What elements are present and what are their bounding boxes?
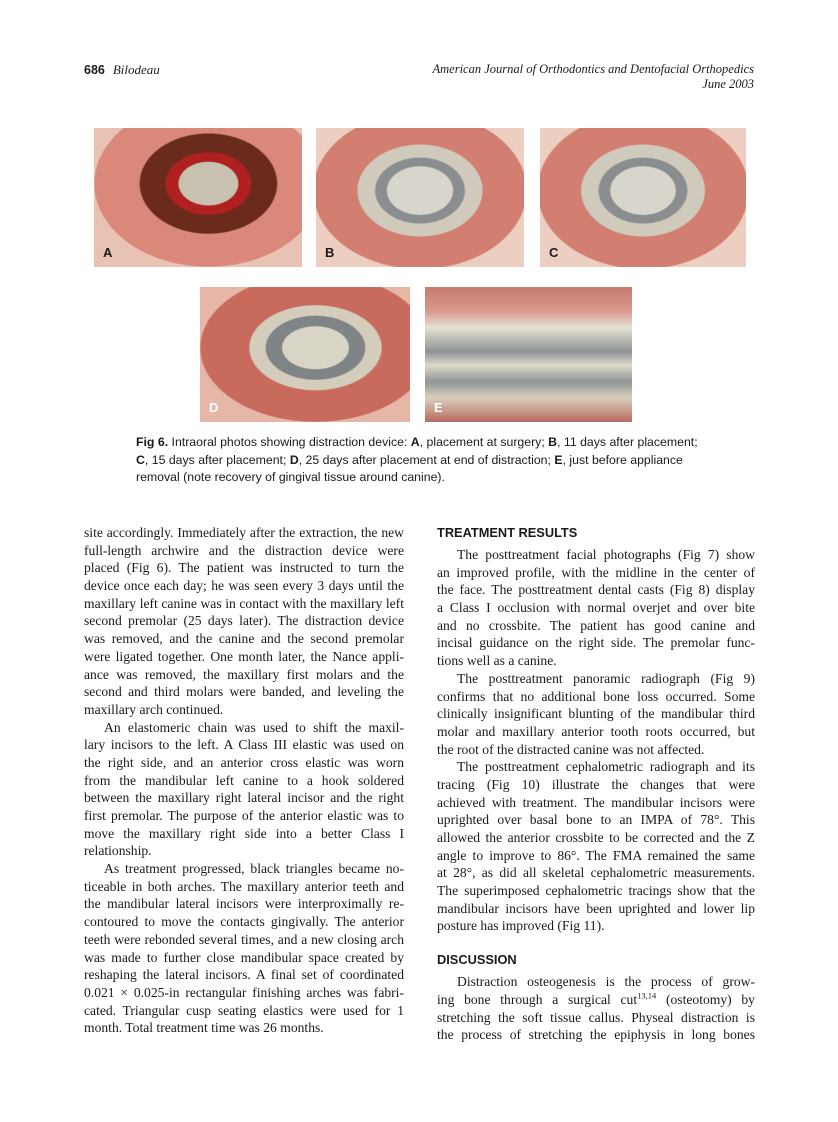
figure-caption [136, 434, 708, 487]
text-line: molar and maxillary anterior tooth roots occurred, but [437, 723, 755, 739]
text-line: ance was removed, the maxillary first molars and the [84, 666, 404, 682]
author: Bilodeau [112, 62, 160, 77]
text-line: an improved profile, with the midline in the center of [437, 564, 755, 580]
photo-panel-d [200, 287, 410, 422]
text-line: The posttreatment cephalometric radiograph and its [457, 759, 755, 775]
text-line: maxillary arch continued. [84, 701, 224, 717]
text-line: allowed the anterior crossbite to be corrected and the Z [437, 830, 755, 845]
text-line: from the mandibular left canine to a hook soldered [84, 772, 404, 788]
text-line: The posttreatment facial photographs (Fig 7) show [457, 547, 755, 562]
text-line: the process of stretching the epiphysis in long bones [437, 1027, 755, 1043]
text-line: tracing (Fig 10) illustrate the changes that were [437, 776, 755, 792]
issue-date: June 2003 [702, 77, 754, 91]
paragraph [437, 758, 755, 935]
page-number: 686 [84, 63, 105, 77]
text-line: second and third molars were banded, and leveling the [84, 684, 404, 700]
panel-label: D [209, 400, 219, 415]
paragraph [437, 670, 755, 758]
text-line [437, 991, 755, 1009]
text-line: month. Total treatment time was 26 months. [84, 1020, 324, 1036]
journal-title: American Journal of Orthodontics and Dentofacial Orthopedics [432, 62, 754, 76]
caption-text: Intraoral photos showing distraction device: [168, 435, 411, 449]
text-line: lary incisors to the left. A Class III elastic was used on [84, 737, 404, 753]
text-line: relationship. [84, 843, 152, 859]
text-line: clinically insignificant blunting of the mandibular third [437, 706, 755, 722]
text-line: posture has improved (Fig 11). [437, 918, 605, 934]
text-line: confirms that no additional bone loss occurred. Some [437, 688, 755, 704]
photo-panel-a [94, 128, 302, 267]
caption-key: A [410, 435, 420, 449]
text-line: tions well as a canine. [437, 653, 557, 669]
text-span: ing bone through a surgical cut [437, 991, 638, 1007]
caption-text: , 15 days after placement; [144, 452, 290, 467]
text-line: the right side, and an anterior cross elastic was worn [84, 754, 404, 770]
text-line: move the maxillary right side into a better Class I [84, 825, 404, 841]
text-line: An elastomeric chain was used to shift the maxil- [104, 719, 404, 735]
text-span: (osteotomy) by [656, 991, 755, 1007]
caption-text: , placement at surgery; [419, 435, 549, 449]
text-line: Distraction osteogenesis is the process of grow- [457, 974, 755, 990]
caption-key: B [548, 435, 558, 449]
caption-text: , 25 days after placement at end of distraction; [298, 452, 555, 467]
text-line: angle to improve to 86°. The FMA remained the same [437, 847, 755, 863]
text-line: placed (Fig 6). The patient was instructed to turn the [84, 560, 404, 576]
text-line: a Class I occlusion with normal overjet and over bite [437, 600, 755, 616]
text-line: ticeable in both arches. The maxillary anterior teeth and [84, 878, 404, 894]
text-line: maxillary left canine was in contact with the maxillary left [84, 595, 404, 611]
text-line: teeth were rebonded several times, and a new closing arch [84, 931, 404, 947]
text-line: As treatment progressed, black triangles became no- [104, 861, 404, 877]
text-line: cated. Triangular cusp seating elastics were used for 1 [84, 1002, 404, 1018]
caption-label: Fig 6. [136, 435, 169, 449]
panel-label: A [103, 245, 113, 260]
section-heading-treatment-results: TREATMENT RESULTS [437, 525, 578, 540]
text-line: between the maxillary right lateral incisor and the right [84, 790, 404, 806]
paragraph [84, 524, 404, 719]
paragraph [84, 860, 404, 1037]
caption-text: , 11 days after placement; [557, 435, 698, 449]
text-line: at 28°, as did all skeletal cephalometric measurements. [437, 865, 755, 881]
panel-label: C [549, 245, 559, 260]
text-line: site accordingly. Immediately after the extraction, the new [84, 525, 404, 540]
photo-panel-c [540, 128, 746, 267]
text-line: the mandibular lateral incisors were interproximally re- [84, 896, 404, 912]
photo-panel-b [316, 128, 524, 267]
text-line: first premolar. The purpose of the anterior elastic was to [84, 808, 404, 823]
text-line: full-length archwire and the distraction device were [84, 542, 404, 558]
text-line: and no crossbite. The patient has good canine and [437, 617, 755, 633]
caption-key: E [554, 452, 563, 467]
caption-text: , just before appliance removal (note recovery of gingival tissue around canine). [136, 452, 683, 484]
discussion-body [437, 973, 755, 1044]
citation-superscript: 13,14 [637, 990, 657, 1001]
panel-label: B [325, 245, 335, 260]
right-column [437, 524, 755, 1044]
text-line: was removed, and the canine and the second premolar [84, 631, 404, 647]
text-line: uprighted over basal bone to an IMPA of 78°. This [437, 812, 755, 828]
treatment-results-body [437, 546, 755, 935]
text-line: 0.021 × 0.025-in rectangular finishing arches was fabri- [84, 984, 404, 1000]
running-header-right [433, 62, 755, 92]
text-line: second premolar (25 days later). The distraction device [84, 613, 404, 629]
text-line: mandibular incisors have been uprighted and lower lip [437, 900, 755, 916]
paragraph [84, 719, 404, 861]
text-line: device once each day; he was seen every 3 days until the [84, 578, 404, 594]
section-heading-discussion: DISCUSSION [437, 952, 517, 968]
text-line: achieved with treatment. The mandibular incisors were [437, 794, 755, 810]
paragraph [437, 546, 755, 670]
text-line: stretching the soft tissue callus. Physeal distraction is [437, 1009, 755, 1025]
photo-panel-e [425, 287, 632, 422]
text-line: the root of the distracted canine was not affected. [437, 741, 705, 757]
running-header-left [84, 62, 160, 78]
panel-label: E [434, 400, 443, 415]
caption-key: D [289, 452, 299, 467]
caption-key: C [136, 452, 145, 467]
text-line: The superimposed cephalometric tracings show that the [437, 883, 755, 899]
text-line: the face. The posttreatment dental casts (Fig 8) display [437, 582, 755, 598]
text-line: The posttreatment panoramic radiograph (Fig 9) [457, 670, 755, 686]
text-line: incisal guidance on the right side. The premolar func- [437, 635, 755, 651]
text-line: reshaping the lateral incisors. A final set of coordinated [84, 967, 404, 983]
text-line: were ligated together. One month later, the Nance appli- [84, 648, 404, 664]
text-line: contoured to move the contacts gingivally. The anterior [84, 914, 404, 930]
left-column [84, 524, 404, 1037]
text-line: was made to further close mandibular space created by [84, 949, 404, 965]
